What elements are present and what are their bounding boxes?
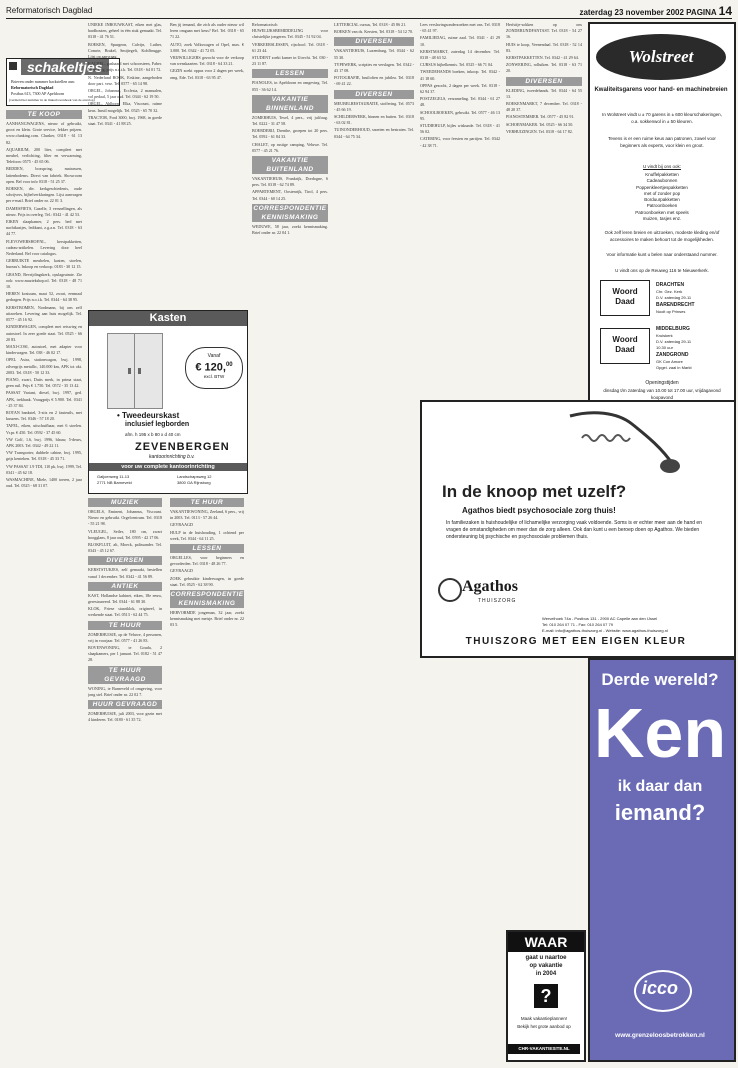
wolstreet-opening: Openingstijden — [645, 380, 679, 386]
section-heading: TE KOOP — [6, 110, 82, 119]
classified-ad: ZOMERHUISJE, juli 2003, voor gezin met 4 kinderen. Tel. 0180 - 61 35 72. — [88, 711, 162, 723]
classified-ad: BOVENWONING, te Gouda, 2 slaapkamers, per 1 januari. Tel. 0182 - 51 47 28. — [88, 645, 162, 663]
kasten-ad — [88, 310, 248, 494]
section-heading: MUZIEK — [88, 498, 162, 507]
wolstreet-item: Cadeaubonnen — [646, 178, 678, 184]
wd-city2: BARENDRECHT — [656, 302, 695, 308]
classified-ad: SCHILDERWERK, binnen en buiten. Tel. 0318 - 63 02 81. — [334, 114, 414, 126]
classified-ad: HEREN kostuum, maat 52, zwart, eenmaal gedragen. Prijs n.o.t.k. Tel. 0344 - 64 38 95. — [6, 291, 82, 303]
agathos-slogan: THUISZORG MET EEN EIGEN KLEUR — [465, 636, 687, 647]
waar-text4: Maak vakantieplannen! — [520, 1016, 568, 1021]
classified-ad: ZONWERING, rolluiken. Tel. 0318 - 63 71 20. — [506, 62, 582, 74]
wolstreet-item: Poppenkleertjespakketten — [636, 184, 688, 190]
agathos-address: Wervelhoek 74a - Postbus 131 - 2900 AC Capelle aan den IJssel — [542, 616, 658, 621]
classified-ad: AQUARIUM, 200 liter, compleet met meubel, verlichting, filter en verwarming, Telefoon: 0575 - 45 65 06. — [6, 146, 82, 165]
agathos-email: E-mail: info@agathos-thuiszorg.nl - Website: www.agathos-thuiszorg.nl — [542, 628, 668, 633]
agathos-logo-sub: THUISZORG — [478, 598, 517, 604]
wolstreet-body2: Tevens is er een ruime keus aan patronen, zowel voor beginners als experts, voor klein en groot. — [608, 136, 716, 148]
section-heading: HUUR GEVRAAGD — [88, 700, 162, 709]
classified-column-4 — [252, 22, 328, 1058]
icco-ad — [588, 658, 736, 1062]
classified-ad: PIANO, zwart, Duits merk, in prima staat, geen ruil. Prijs € 1.750. Tel. 0572 - 35 13 42. — [6, 376, 82, 389]
classified-ad: CURSUS bijbelkennis. Tel. 0525 - 66 71 04. — [420, 62, 494, 68]
classified-ad: KERSTPAKKETTEN. Tel. 0342 - 41 29 64. — [506, 55, 579, 61]
classified-ad: KERSTSTUKJES, zelf gemaakt, bestellen vanaf 1 december. Tel. 0342 - 41 56 89. — [88, 567, 162, 579]
classified-ad: Herfstije-sokken op ons ZONDERUNDFANTAST. Tel. 0318 - 54 27 16. — [506, 22, 582, 40]
classified-ad: AANHANGWAGENS, nieuw of gebruikt, groot en klein. Grote service, lekker prijzen. www.clunking.com. Clunker, 0318 - 61 13 82. — [6, 121, 82, 145]
classified-ad: N. Nederland BOOK, Erskine, aangeboden door part. verz. Tel. 0577 - 65 14 98. — [88, 74, 162, 86]
classified-ad: PIANOLES, in Apeldoorn en omgeving. Tel. 055 - 36 62 14. — [252, 80, 328, 92]
classified-ad: SCHOENMAKER. Tel. 0525 - 66 34 50. — [506, 121, 574, 127]
price-label: Vanaf — [207, 353, 221, 359]
classified-ad: VRIJWILLIGERS gezocht voor de verkoop van wenskaarten. Tel. 0318 - 64 33 21. — [170, 55, 244, 67]
wolstreet-items — [598, 172, 726, 222]
kasten-title: Kasten — [89, 311, 247, 326]
section-heading: DIVERSEN — [334, 90, 414, 99]
waar-ad — [506, 930, 586, 1062]
classified-ad: TWEEDEHANDS boeken, inkoop. Tel. 0342 - 41 18 60. — [420, 69, 500, 81]
classified-ad: VERKEERSLESSEN, rijschool. Tel. 0318 - 61 23 44. — [252, 41, 328, 53]
classified-ad: TRACTOR, Ford 3000, bwj. 1968, in goede staat. Tel. 0341 - 41 88 25. — [88, 114, 162, 127]
classified-ad: BOERDERIJ, Drenthe, groepen tot 20 pers. Tel. 0592 - 61 84 33. — [252, 128, 328, 140]
classified-ad: WEDUWE, 58 jaar, zoekt kennismaking. Brief onder nr. 22 04 1. — [252, 223, 328, 236]
classified-ad: BEDDEN, boxspring, matrassen, lattenbodems. Direct van fabriek. Showroom open. Bel voor info 0318 - 51 25 37. — [6, 166, 82, 184]
wolstreet-body5: Voor informatie kunt u belen naar onderstaand nummer. — [606, 252, 718, 257]
waar-url[interactable]: CHR-VAKANTIESITE.NL — [508, 1044, 580, 1054]
price-value: € 120,00 — [195, 361, 233, 374]
kasten-bullet2: inclusief legborden — [125, 421, 190, 428]
waar-text2: op vakantie — [529, 963, 563, 969]
waar-title: WAAR — [508, 932, 584, 952]
classified-ad: ORGEL, Johannus, Ecclesia, 2 manualen, vol pedaal, 5 jaar oud. Tel. 0344 - 62 19 50. — [88, 88, 162, 100]
classified-ad: TUINONDERHOUD, snoeien en bestraten. Tel. 0344 - 64 75 34. — [334, 127, 414, 139]
schakeltjes-note1: Brieven onder nummer backstellen aan: — [11, 79, 75, 84]
woord-daad-badge-1: Woord Daad — [600, 280, 650, 316]
agathos-ad — [420, 400, 736, 658]
schakeltjes-note2: Reformatorisch Dagblad — [11, 85, 54, 90]
wd-city3: MIDDELBURG — [656, 326, 690, 332]
zevenbergen-brand: ZEVENBERGEN — [135, 441, 230, 453]
section-heading: TE HUUR — [170, 498, 244, 507]
page-header — [6, 4, 732, 19]
kasten-slogan: voor uw complete kantoorinrichting — [89, 463, 247, 471]
classified-ad: UNIEKE INBOUWKAST, eiken met glas, hardhouten, geheel in één stuk gemaakt. Tel. 0318 - 41 76 51. — [88, 22, 162, 40]
classified-ad: BOEKEN van ds. Kersten, Tel. 0318 - 54 12 70. — [334, 29, 414, 35]
classified-ad: ZOEK gebruikte kinderwagen, in goede staat. Tel. 0525 - 62 38 90. — [170, 575, 244, 587]
classified-ad: ORGEL, Ahlborn, Elka, Viscount, ruime keus. Inruil mogelijk. Tel. 0525 - 65 70 32. — [88, 101, 162, 113]
telephone-image — [562, 408, 682, 476]
classified-ad: OPEL Astra, stationwagon, bwj. 1998, zilvergrijs metallic, 140.000 km, APK tot okt. 2003. Tel. 0318 - 50 12 33. — [6, 357, 82, 375]
classified-ad: VAKANTIEWONING, Zeeland, 6 pers., vrij in 2003. Tel. 0113 - 57 26 44. — [170, 509, 244, 521]
icco-line3: ik daar dan — [617, 778, 703, 795]
schakeltjes-note3: Postbus 613, 7300 AP Apeldoorn — [11, 91, 65, 96]
wolstreet-item: muizen, tasjes enz. — [642, 216, 682, 222]
section-heading: DIVERSEN — [334, 37, 414, 46]
waar-text1: gaat u naartoe — [525, 955, 567, 961]
classified-ad: ROTAN bankstel, 3-zits en 2 fauteuils, met kussens. Tel. 0346 - 57 18 20. — [6, 409, 82, 422]
classified-ad: GEVRAAGD — [170, 568, 193, 574]
classified-ad: Lees verslavingsonderzoeken met ons. Tel. 0318 - 65 41 97. — [420, 22, 500, 34]
wolstreet-body3: U vindt bij ons ook: — [642, 164, 682, 169]
classified-ad: KLOK, Friese staartklok, origineel, in werkende staat. Tel. 0513 - 62 44 75. — [88, 606, 162, 618]
section-heading: TE HUUR GEVRAAGD — [88, 666, 162, 684]
classified-ad: FAMILIEDAG, ruime zaal. Tel. 0341 - 41 29 10. — [420, 35, 500, 47]
classified-column-2 — [88, 22, 162, 304]
classified-ad: APPARTEMENT, Oostenrijk, Tirol, 4 pers. Tel. 0344 - 60 14 25. — [252, 189, 328, 201]
date-page — [579, 4, 732, 18]
classified-ad: SCHOOLBOEKEN, gebruikt. Tel. 0577 - 46 13 95. — [420, 109, 500, 121]
classified-ad: VW Golf, 1.6, bwj. 1996, blauw, 5-deurs, APK 2003. Tel. 0342 - 49 22 11. — [6, 436, 82, 448]
classified-ad: ORGELLES, voor beginners en gevorderden. Tel. 0318 - 48 26 77. — [170, 555, 244, 567]
classified-ad: PASSAT Variant, diesel, bwj. 1997, ged. APK, trekhaak. Vraagprijs € 5.900. Tel. 0341 - 25 37 84. — [6, 390, 82, 408]
classified-ad: LETTERCIAL cursus, Tel. 0318 - 45 86 21. — [334, 22, 407, 27]
section-heading: VAKANTIE BUITENLAND — [252, 156, 328, 174]
page-label: PAGINA — [686, 8, 717, 17]
agathos-headline: In de knoop met uzelf? — [442, 482, 627, 501]
classified-ad: GEVRAAGD — [170, 522, 193, 528]
wolstreet-hours: dinsdag t/m zaterdag van 10.00 tot 17.00 uur, vrijdagavond koopavond — [603, 388, 721, 400]
section-heading: CORRESPONDENTIE KENNISMAKING — [170, 591, 244, 608]
zevenbergen-sub: kantoorinrichting b.v. — [149, 454, 195, 460]
classified-ad: Reformatorisch HUWELIJKSBEMIDDELING voor christelijke jongeren. Tel. 0345 - 51 92 04. — [252, 22, 328, 40]
kasten-addr1: Galjoenweg 11-13 — [97, 474, 130, 479]
question-mark-icon: ? — [534, 984, 558, 1008]
classified-ad: BOEKENMARKT, 7 december. Tel. 0318 - 48 20 37. — [506, 101, 582, 113]
classified-ad: BLOKFLUIT, alt, Moeck, palissander. Tel. 0343 - 45 12 67. — [88, 542, 162, 554]
section-heading: ANTIEK — [88, 582, 162, 591]
kasten-addr4: 3800 GA Rijnsburg — [177, 480, 211, 485]
agathos-contact: Tel: 010 264 07 71 - Fax: 010 264 07 79 — [542, 622, 613, 627]
waar-text5: Bekijk het grote aanbod op — [517, 1024, 571, 1029]
classified-ad: CHALET, op rustige camping, Veluwe. Tel. 0577 - 45 21 76. — [252, 141, 328, 153]
classified-column-3b — [170, 496, 244, 1056]
wolstreet-item: Knuffelpakketten — [645, 172, 679, 177]
cabinet-image — [107, 333, 163, 409]
classified-ad: GRAND, Bevrijdingskerk, opslagruimte. Zie ook: www.muziekshop.nl. Tel: 0318 - 48 71 10. — [6, 271, 82, 290]
wd-city4: ZANDGROND — [656, 352, 689, 358]
kasten-bullet: • Tweedeurskast — [117, 411, 180, 420]
classified-ad: KINDERWAGEN, compleet met reiswieg en autostoel. In zeer goede staat. Tel. 0525 - 66 20 83. — [6, 324, 82, 342]
page-number: 14 — [718, 4, 732, 18]
wolstreet-tagline: Kwaliteitsgarens voor hand- en machinebreien — [594, 87, 728, 93]
classified-ad: KACHEL, gashaard met schoorsteen, Faber. Moet weg, prijs n.o.t.k. Tel. 0318 - 64 01 72. — [88, 61, 162, 73]
classified-ad: Ben jij iemand, die zich als ouder nieuw wil leren omgaan met keus? Bel. Tel. 0318 - 65 71 22. — [170, 22, 244, 40]
wd-line1: Chr. Gez. Kerk — [656, 289, 683, 294]
classified-ad: VW Transporter, dubbele cabine, bwj. 1995, grijs kenteken. Tel. 0318 - 45 33 71. — [6, 450, 82, 462]
icco-logo: icco — [641, 978, 679, 998]
classified-ad: VLEUGEL, Seiler, 180 cm, zwart hoogglans, 8 jaar oud, Tel. 0595 - 42 17 06. — [88, 528, 162, 540]
classified-ad: WASMACHINE, Miele, 1400 toeren, 2 jaar oud. Tel. 0525 - 68 31 07. — [6, 476, 82, 489]
wd-line2: D.V. zaterdag 29-11 — [656, 295, 692, 300]
classified-ad: STUDIEHULP, bijles wiskunde. Tel. 0318 - 41 56 02. — [420, 123, 500, 135]
classified-ad: AUTO, zoek Volkswagen of Opel, max. € 3.000. Tel. 0342 - 41 72 05. — [170, 41, 244, 53]
section-heading: LESSEN — [170, 544, 244, 553]
icco-line4: iemand? — [614, 800, 706, 825]
schakeltjes-title: schakeltjes — [21, 59, 109, 75]
waar-text3: in 2004 — [535, 971, 557, 977]
classified-ad: BOEKEN, Spurgeon, Calvijn, Luther, Comrie, Brakel, Smijtegelt, Kohlbrugge. Lijst op aanvraag. — [88, 41, 162, 60]
brand-mark-icon — [9, 62, 17, 70]
classified-column-2b — [88, 496, 162, 1056]
classified-column-1 — [6, 108, 82, 1058]
woord-daad-badge-2: Woord Daad — [600, 328, 650, 364]
classified-column-3 — [170, 22, 244, 304]
kasten-addr3: Landschapsweg 12 — [177, 474, 212, 479]
wolstreet-item: Patroonboeken met speels — [635, 209, 689, 215]
classified-ad: GEBRUIKTE meubelen, kasten, stoelen, bureau's. Inkoop en verkoop. 0183 - 30 12 15. — [6, 258, 82, 270]
wd-line6: 10.30 uur — [656, 345, 673, 350]
classified-ad: GEZIN zoekt oppas voor 2 dagen per week, omg. Ede. Tel. 0318 - 63 95 47. — [170, 68, 244, 80]
classified-ad: KAST, Hollandse kabinet, eiken, 18e eeuw, gerestaureerd. Tel. 0344 - 61 88 30. — [88, 592, 162, 605]
classified-ad: HULP in de huishouding, 1 ochtend per week, Tel. 0344 - 64 11 25. — [170, 529, 244, 541]
classified-ad: VERHUIZINGEN. Tel. 0318 - 64 17 82. — [506, 128, 573, 134]
classified-ad: PIANOSTEMMER. Tel. 0577 - 45 82 91. — [506, 114, 575, 120]
issue-date: zaterdag 23 november 2002 — [579, 8, 684, 17]
classified-ad: TAFEL, eiken, uitschuifbaar, met 6 stoelen. Vr.pr. € 450. Tel. 0592 - 37 45 60. — [6, 423, 82, 435]
classified-ad: MEUBELRESTAURATIE, stoffering. Tel. 0573 - 45 66 19. — [334, 100, 414, 112]
classified-ad: ORGELS, Eminent, Johannus, Viscount. Nieuw en gebruikt. Orgelcentrum. Tel. 0318 - 55 21 98. — [88, 509, 162, 527]
icco-url[interactable]: www.grenzeloosbetrokken.nl — [615, 1032, 705, 1039]
classified-ad: OPPAS gezocht, 2 dagen per week. Tel. 0318 - 62 94 37. — [420, 82, 500, 95]
classified-ad: VW PASSAT 1.9 TDI, 110 pk, bwj. 1999, Tel. 0341 - 45 62 18. — [6, 463, 82, 475]
agathos-logo: Agathos — [462, 578, 519, 595]
price-badge — [185, 347, 243, 389]
classified-ad: VAKANTIEHUIS, Luxemburg, Tel. 0344 - 62 55 30. — [334, 48, 414, 60]
wolstreet-item: met of zonder pop — [643, 190, 681, 196]
section-heading: DIVERSEN — [88, 556, 162, 565]
wolstreet-logo: Wolstreet — [596, 34, 726, 80]
wd-line3: Nooit op Prinses — [656, 309, 686, 314]
paper-name: Reformatorisch Dagblad — [6, 6, 93, 15]
classified-ad: EIKEN slaapkamer, 2 pers. bed met nachtkastjes, ledikant, z.g.a.n. Tel. 0318 - 63 44 77. — [6, 219, 82, 237]
agathos-logo-icon — [438, 578, 462, 602]
wd-line4: Kruiskerk — [656, 333, 673, 338]
classified-ad: HERVORMDE jongeman, 32 jaar, zoekt kennismaking met meisje. Brief onder nr. 22 03 5. — [170, 610, 244, 628]
section-heading: DIVERSEN — [506, 77, 582, 86]
classified-column-5 — [334, 22, 414, 1058]
classified-ad: FOTOGRAFIE, bruiloften en jubilea. Tel. 0318 - 69 41 22. — [334, 75, 414, 87]
wd-line8: Opgei. zaal in Markt — [656, 365, 692, 370]
wolstreet-ad — [588, 22, 736, 464]
classified-ad: KERSTBOMEN, Nordmann, bij ons zelf uitzoeken. Levering aan huis mogelijk. Tel. 0577 - 45 16 92. — [6, 304, 82, 323]
wd-line5: D.V. zaterdag 29-11 — [656, 339, 692, 344]
icco-line1: Derde wereld? — [601, 670, 719, 689]
classified-ad: WONING, te Barneveld of omgeving, voor jong stel. Brief onder nr. 22 02 7. — [88, 685, 162, 697]
classified-ad: BOEKEN, div. kerkgeschiedenis, oude schrijvers, bijbelverklaringen. Lijst aanvragen per e-mail. Brief onder nr. 22 01 3. — [6, 186, 82, 204]
classified-ad: ZOMERHUIS, Texel, 4 pers., vrij juli/aug. Tel. 0222 - 31 47 58. — [252, 114, 328, 127]
kasten-dims: afm. h 195 x b 80 x d 40 cm — [125, 432, 181, 437]
classified-ad: STUDENT zoekt kamer in Utrecht. Tel. 030 - 23 11 87. — [252, 55, 328, 67]
classified-ad: MAXI-COSI, autostoel, met adapter voor kinderwagen. Tel. 038 - 46 02 17. — [6, 343, 82, 356]
wolstreet-body6: U vindt ons op de Reuweg 116 te Nieuwerkerk. — [615, 268, 709, 273]
section-heading: LESSEN — [252, 69, 328, 78]
kasten-addr2: 2771 NB Barneveld — [97, 480, 132, 485]
wolstreet-body1: In Wolstreet vindt u ± 70 garens in ± 600 kleurschakeringen, o.a. sokkenwol in ± 50 kleuren. — [602, 112, 722, 124]
agathos-subhead: Agathos biedt psychosociale zorg thuis! — [462, 506, 616, 515]
schakeltjes-note4: (vermeld het nummer in de linkerbovenhoek van de envelop) — [9, 98, 95, 102]
wolstreet-body4: Ook zelf leren breien en uitzoeken, modeste kleding en/of accessoires te maken behoort tot de mogelijkheden. — [604, 230, 720, 242]
classified-ad: POSTZEGELS, verzameling. Tel. 0344 - 61 27 48. — [420, 96, 500, 108]
wd-line7: GK Con Amore — [656, 359, 683, 364]
classified-ad: DAMESFIETS, Gazelle, 3 versnellingen, als nieuw. Prijs in overleg. Tel.: 0342 - 41 42 53. — [6, 205, 82, 217]
section-heading: CORRESPONDENTIE KENNISMAKING — [253, 204, 327, 221]
section-heading: TE HUUR — [88, 621, 162, 630]
classified-ad: HUIS te koop, Veenendaal. Tel. 0318 - 52 14 83. — [506, 41, 582, 53]
wd-city1: DRACHTEN — [656, 282, 685, 288]
classified-ad: FLEVOWEBSHOP.NL, kerstpakketten, cadeau-artikelen. Levering door heel Nederland. Bel voor catalogus. — [6, 238, 82, 257]
icco-line2: Ken — [593, 694, 727, 772]
classified-ad: CATERING, voor feesten en partijen. Tel. 0342 - 42 38 71. — [420, 136, 500, 148]
classified-ad: KERSTMARKT, zaterdag 14 december. Tel. 0318 - 48 63 52. — [420, 48, 500, 61]
wolstreet-item: Patroonboeken — [646, 203, 678, 209]
classified-ad: KLEDING, tweedehands. Tel. 0344 - 64 55 13. — [506, 87, 582, 99]
classified-ad: ZOMERHUISJE, op de Veluwe, 4 personen, vrij in voorjaar. Tel. 0577 - 41 26 83. — [88, 631, 162, 643]
classified-ad: TYPEWERK, scripties en verslagen. Tel. 0342 - 43 17 08. — [334, 61, 414, 74]
section-heading: VAKANTIE BINNENLAND — [252, 95, 328, 113]
classified-ad: VAKANTIEHUIS, Frankrijk, Dordogne, 6 pers. Tel. 0318 - 62 74 89. — [252, 176, 328, 188]
agathos-body: In familiezaken is huishoudelijke of lichamelijke verzorging vaak voldoende. Soms is er echter meer aan de hand en vragen de omstandigheden om meer dan de zorg alleen. Ook dan kunt u een beroep doen op Agathos. We bieden ondersteuning bij psychische en psychosociale problemen thuis. — [446, 520, 702, 540]
wolstreet-item: Borduurpakketten — [644, 197, 680, 203]
price-vat: excl. BTW — [203, 373, 225, 379]
